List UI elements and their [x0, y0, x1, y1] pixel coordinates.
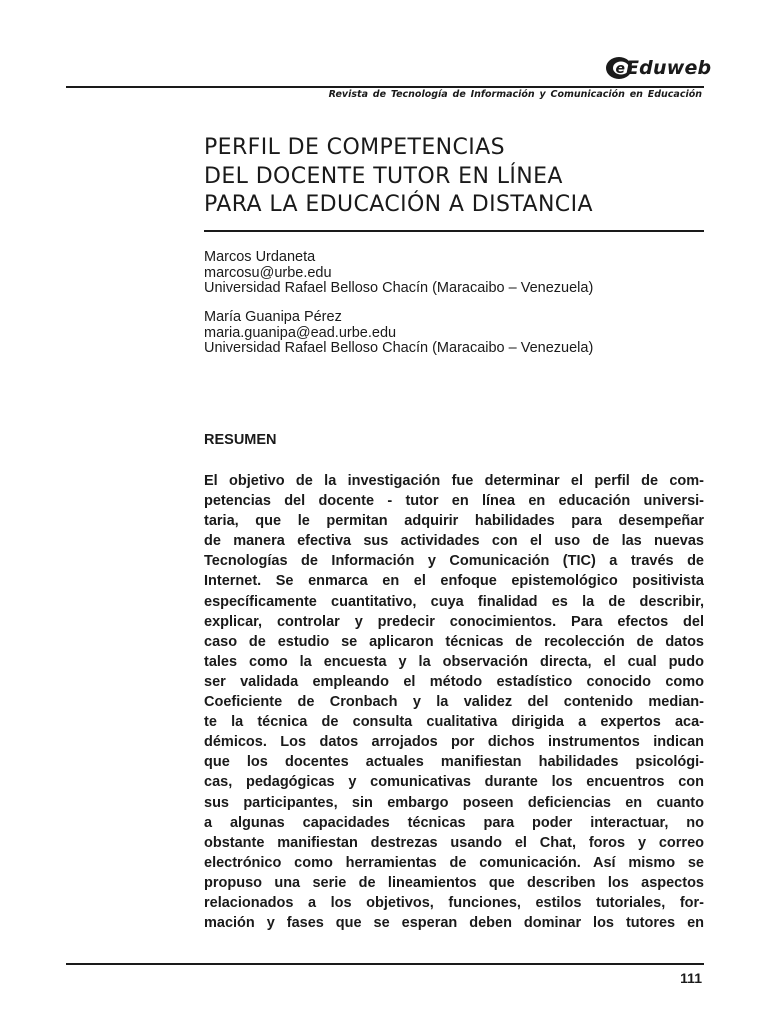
abstract-line: caso de estudio se aplicaron técnicas de recolección de datos: [204, 633, 704, 650]
article-title: [204, 134, 704, 220]
abstract-line: taria, que le permitan adquirir habilidades para desempeñar: [204, 513, 704, 530]
abstract-line: te la técnica de consulta cualitativa dirigida a expertos aca-: [204, 714, 704, 731]
abstract-text: [204, 471, 704, 933]
abstract-line: sus participantes, sin embargo poseen deficiencias en cuanto: [204, 794, 704, 811]
author-block: [204, 250, 704, 297]
abstract-line: démicos. Los datos arrojados por dichos instrumentos indican: [204, 734, 704, 751]
author-name: María Guanipa Pérez: [204, 309, 342, 325]
abstract-line: petencias del docente - tutor en línea en educación universi-: [204, 493, 704, 510]
abstract-line: específicamente cuantitativo, cuya finalidad es la de describir,: [204, 593, 704, 610]
header-rule: [66, 86, 704, 88]
title-line: PARA LA EDUCACIÓN A DISTANCIA: [204, 192, 593, 217]
page-number: 111: [680, 970, 702, 986]
abstract-line: Coeficiente de Cronbach y la validez del contenido median-: [204, 694, 704, 711]
abstract-line: El objetivo de la investigación fue determinar el perfil de com-: [204, 473, 704, 489]
author-email: maria.guanipa@ead.urbe.edu: [204, 324, 397, 341]
abstract-line: tales como la encuesta y la observación directa, el cual pudo: [204, 653, 704, 670]
eduweb-logo: [604, 53, 712, 85]
author-name: Marcos Urdaneta: [204, 249, 316, 265]
abstract-line: de manera efectiva sus actividades con el uso de las nuevas: [204, 533, 704, 550]
author-email: marcosu@urbe.edu: [204, 264, 332, 281]
abstract-line: que los docentes actuales manifiestan habilidades psicológi-: [204, 754, 704, 771]
abstract-line: ser validada empleando el método estadístico conocido como: [204, 673, 704, 690]
abstract-line: propuso una serie de lineamientos que describen los aspectos: [204, 874, 704, 891]
abstract-line: mación y fases que se esperan deben dominar los tutores en: [204, 915, 704, 932]
logo-text: Eduweb: [626, 57, 712, 79]
author-affiliation: Universidad Rafael Belloso Chacín (Maracaibo – Venezuela): [204, 340, 594, 356]
abstract-line: obstante manifiestan destrezas usando el Chat, foros y correo: [204, 834, 704, 851]
abstract-line: relacionados a los objetivos, funciones, estilos tutoriales, for-: [204, 894, 704, 911]
title-line: DEL DOCENTE TUTOR EN LÍNEA: [204, 163, 563, 189]
footer-rule: [66, 963, 704, 965]
abstract-line: explicar, controlar y predecir conocimientos. Para efectos del: [204, 613, 704, 630]
journal-name: Revista de Tecnología de Información y Comunicación en Educación: [328, 89, 702, 100]
abstract-line: electrónico como herramientas de comunicación. Así mismo se: [204, 854, 704, 871]
svg-text:e: e: [615, 61, 625, 77]
title-rule: [204, 230, 704, 232]
title-line: PERFIL DE COMPETENCIAS: [204, 135, 505, 160]
abstract-line: a algunas capacidades técnicas para poder interactuar, no: [204, 814, 704, 831]
abstract-line: Internet. Se enmarca en el enfoque epistemológico positivista: [204, 573, 704, 590]
abstract-heading: RESUMEN: [204, 432, 277, 448]
abstract-line: cas, pedagógicas y comunicativas durante los encuentros con: [204, 774, 704, 791]
author-affiliation: Universidad Rafael Belloso Chacín (Maracaibo – Venezuela): [204, 280, 594, 296]
abstract-line: Tecnologías de Información y Comunicación (TIC) a través de: [204, 553, 704, 570]
author-block: [204, 310, 704, 357]
